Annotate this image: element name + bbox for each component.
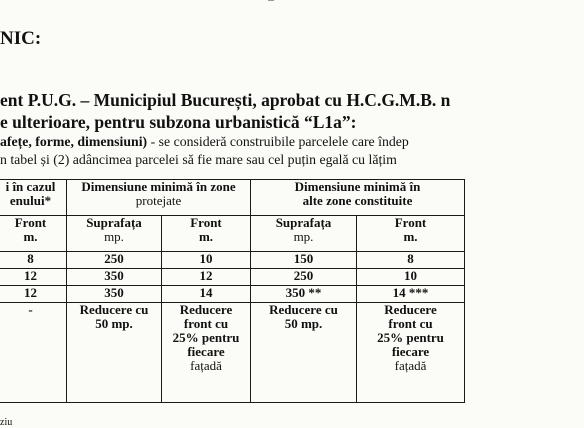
table-cell: 8: [0, 252, 67, 269]
table-cell: [251, 303, 357, 403]
table-cell: 250: [67, 252, 162, 269]
table-cell: [357, 303, 465, 403]
header-text: alte zone constituite: [302, 193, 413, 208]
subheader-text: mp.: [293, 229, 314, 244]
scan-speck: [268, 0, 274, 1]
header-text: Dimensiune minimă în zone: [81, 179, 236, 194]
title-line-2: e ulterioare, pentru subzona urbanistică “L1a”:: [0, 112, 357, 132]
table-cell: 8: [357, 252, 465, 269]
table-cell: 350: [67, 286, 162, 303]
table-cell: 12: [0, 269, 67, 286]
subheader-text: Front: [394, 215, 427, 230]
paragraph-line-2: n tabel și (2) adâncimea parcelei să fie mare sau cel puțin egală cu lățim: [0, 152, 397, 167]
header-cell-protected-zones: [67, 180, 251, 216]
cell-text: 50 mp.: [95, 316, 133, 331]
table-cell: 12: [0, 286, 67, 303]
paragraph-rest-fragment: - se consideră construibile parcelele care îndep: [147, 134, 409, 149]
subheader-cell: [357, 216, 465, 252]
table-row: [0, 286, 465, 303]
header-text: Dimensiune minimă în: [294, 179, 421, 194]
subheader-cell: [67, 216, 162, 252]
title-line-1: ent P.U.G. – Municipiul București, aprobat cu H.C.G.M.B. n: [0, 90, 451, 110]
subheader-text: Front: [190, 215, 222, 230]
cell-text: fiecare: [187, 344, 225, 359]
cell-text: front cu: [183, 316, 229, 331]
cell-text: fiecare: [391, 344, 430, 359]
table-subheader-row: [0, 216, 465, 252]
table-row-reductions: [0, 303, 465, 403]
table-cell: [162, 303, 251, 403]
cell-text: fațadă: [190, 358, 222, 373]
subheader-text: Suprafața: [86, 215, 142, 230]
table-cell: 14: [162, 286, 251, 303]
subheader-text: m.: [23, 229, 38, 244]
subheader-text: m.: [198, 229, 214, 244]
cell-text: Reducere cu: [79, 302, 149, 317]
subheader-cell: [162, 216, 251, 252]
table-cell: 12: [162, 269, 251, 286]
table-cell: [0, 303, 67, 403]
table-cell: 350 **: [251, 286, 357, 303]
subheader-text: mp.: [104, 229, 124, 244]
header-text: enului*: [9, 193, 52, 208]
section-heading: NIC:: [0, 28, 42, 49]
cell-text: 25% pentru: [172, 330, 240, 345]
header-cell-other-zones: [251, 180, 465, 216]
cell-text: Reducere: [384, 302, 437, 317]
cell-text: 25% pentru: [377, 330, 444, 345]
subheader-text: Suprafața: [275, 215, 332, 230]
header-text: protejate: [135, 193, 182, 208]
footer-text-fragment: ziu: [0, 417, 13, 428]
cell-text: Reducere cu: [269, 302, 338, 317]
parcel-dimensions-table: [0, 179, 465, 403]
table-row: [0, 269, 465, 286]
table-header-row: [0, 180, 465, 216]
table-cell: 150: [251, 252, 357, 269]
paragraph-line-1: [0, 134, 409, 150]
table-cell: 350: [67, 269, 162, 286]
header-cell-left: [0, 180, 67, 216]
subheader-text: Front: [14, 215, 47, 230]
table-row: [0, 252, 465, 269]
table-cell: 10: [162, 252, 251, 269]
subheader-cell: [251, 216, 357, 252]
header-text: i în cazul: [5, 179, 56, 194]
cell-text: front cu: [388, 316, 433, 331]
cell-text: Reducere: [179, 302, 233, 317]
table-cell: 14 ***: [357, 286, 465, 303]
subheader-text: m.: [403, 229, 418, 244]
cell-text: fațadă: [394, 358, 427, 373]
table-cell: 250: [251, 269, 357, 286]
table-cell: [67, 303, 162, 403]
cell-text: -: [28, 302, 33, 317]
paragraph-bold-fragment: afețe, forme, dimensiuni): [0, 134, 148, 149]
cell-text: 50 mp.: [284, 316, 323, 331]
subheader-cell: [0, 216, 67, 252]
table-cell: 10: [357, 269, 465, 286]
